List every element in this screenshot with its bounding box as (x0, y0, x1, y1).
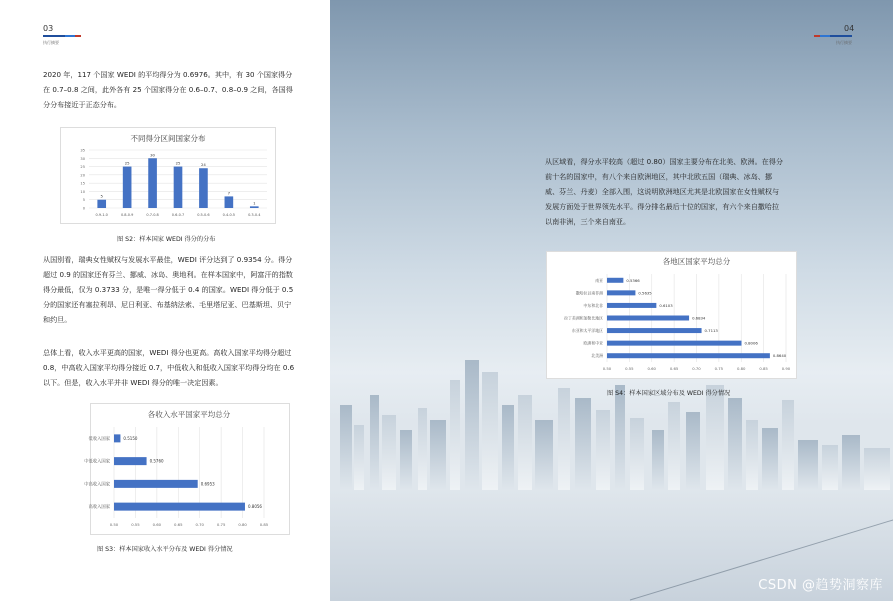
data-label: 1 (253, 200, 256, 206)
category-label: 南亚 (595, 277, 603, 283)
bar (97, 200, 106, 208)
data-label: 24 (201, 162, 206, 168)
data-label: 0.6834 (692, 315, 706, 321)
data-label: 7 (227, 190, 231, 196)
x-tick-label: 0.70 (195, 522, 204, 527)
chart-region (546, 251, 797, 379)
data-label: 0.5760 (149, 458, 164, 464)
bar (607, 353, 770, 358)
income-level-svg (84, 404, 289, 534)
chart-score-distribution (60, 127, 276, 224)
x-tick-label: 0.75 (714, 366, 724, 371)
bar (174, 167, 183, 208)
x-tick-label: 0.5-0.6 (197, 213, 210, 217)
bar (225, 196, 234, 208)
bar (199, 168, 208, 208)
bar (607, 303, 656, 308)
x-tick-label: 0.50 (602, 366, 612, 371)
x-tick-label: 0.80 (238, 522, 247, 527)
category-label: 低收入国家 (88, 436, 110, 442)
paragraph-2: 从国别看，瑞典女性赋权与发展水平最佳，WEDI 评分达到了 0.9354 分。得分超过 0.9 的国家还有芬兰、挪威、冰岛、奥地利。在样本国家中，阿富汗的指数得分最低，仅为 0.3733 分，是唯一得分低于 0.4 的国家。WEDI 得分低于 0.5 分的国家还有塞拉利昂、尼日利亚、布基纳法索、毛里塔尼亚、巴基斯坦、贝宁和约旦。 (43, 255, 294, 324)
x-tick-label: 0.8-0.9 (120, 213, 134, 217)
chart-title: 各地区国家平均总分 (662, 257, 731, 266)
x-tick-label: 0.85 (259, 522, 269, 527)
watermark: CSDN @趋势洞察库 (758, 578, 883, 593)
chart-title: 不同得分区间国家分布 (130, 134, 206, 143)
category-label: 中低收入国家 (84, 459, 110, 465)
x-tick-label: 0.65 (669, 366, 679, 371)
data-label: 0.5150 (123, 435, 138, 441)
chart-income-level (84, 403, 290, 535)
data-label: 0.8006 (744, 340, 758, 346)
paragraph-1: 2020 年，117 个国家 WEDI 的平均得分为 0.6976。其中，有 30 个国家得分在 0.7–0.8 之间，此外各有 25 个国家得分在 0.6–0.7、0.8–0.9 之间，各国得分分布接近于正态分布。 (43, 70, 293, 109)
y-tick-label: 35 (80, 148, 85, 153)
category-label: 东亚和太平洋地区 (571, 328, 603, 334)
category-label: 中东和北非 (583, 302, 603, 308)
bar (123, 167, 132, 208)
category-label: 撒哈拉以南非洲 (575, 290, 603, 296)
x-tick-label: 0.65 (174, 522, 183, 527)
bar (607, 316, 689, 321)
x-tick-label: 0.85 (759, 366, 768, 371)
data-label: 25 (175, 160, 181, 166)
bar (114, 434, 120, 442)
score-distribution-svg (61, 128, 275, 223)
y-tick-label: 0 (82, 206, 85, 211)
y-tick-label: 5 (82, 198, 85, 203)
paragraph-3: 总体上看，收入水平更高的国家，WEDI 得分也更高。高收入国家平均得分超过 0.8，中高收入国家平均得分接近 0.7，中低收入和低收入国家平均得分均在 0.6 以下。但是，收入水平并非 WEDI 得分的唯一决定因素。 (43, 348, 295, 387)
page-stripe-right (814, 35, 852, 37)
bar (250, 206, 259, 208)
y-tick-label: 30 (80, 156, 85, 161)
data-label: 30 (150, 152, 155, 158)
x-tick-label: 0.75 (216, 522, 226, 527)
x-tick-label: 0.9-1.0 (95, 213, 108, 217)
bar (114, 457, 147, 465)
page-number: 03 (43, 24, 54, 33)
y-tick-label: 10 (80, 189, 85, 194)
x-tick-label: 0.55 (131, 522, 140, 527)
data-label: 5 (100, 193, 103, 199)
data-label: 0.8056 (247, 504, 262, 510)
left-page (0, 0, 330, 601)
section-label-right: 执行摘要 (836, 40, 852, 45)
category-label: 北美洲 (591, 353, 603, 359)
y-tick-label: 25 (80, 165, 85, 170)
bar (607, 341, 742, 346)
x-tick-label: 0.3-0.4 (248, 213, 261, 217)
data-label: 0.5635 (638, 290, 652, 296)
x-tick-label: 0.60 (152, 522, 162, 527)
category-label: 高收入国家 (88, 505, 110, 511)
x-tick-label: 0.7-0.8 (146, 213, 159, 217)
x-tick-label: 0.4-0.5 (222, 213, 236, 217)
page-number-right: 04 (844, 24, 855, 33)
bar (607, 290, 635, 295)
page-stripe (43, 35, 81, 37)
bar (607, 328, 702, 333)
x-tick-label: 0.55 (625, 366, 634, 371)
caption-s3: 图 S3：样本国家收入水平分布及 WEDI 得分情况 (97, 546, 233, 553)
category-label: 拉丁美洲和加勒比地区 (564, 315, 603, 321)
data-label: 0.5366 (626, 277, 640, 283)
bar (114, 503, 245, 511)
bar (114, 480, 198, 488)
data-label: 0.7113 (704, 328, 718, 334)
x-tick-label: 0.80 (737, 366, 746, 371)
right-paragraph: 从区域看，得分水平较高（超过 0.80）国家主要分布在北美、欧洲。在得分前十名的国家中，有八个来自欧洲地区，其中北欧五国（瑞典、冰岛、挪威、芬兰、丹麦）全部入围，这说明欧洲地区尤其是北欧国家在女性赋权与发展方面处于世界领先水平。得分排名最后十位的国家，有六个来自撒哈拉以南非洲，三个来自南亚。 (545, 157, 783, 226)
y-tick-label: 15 (80, 181, 85, 186)
right-page (330, 0, 893, 601)
bar (607, 278, 623, 283)
data-label: 0.6953 (200, 481, 215, 487)
x-tick-label: 0.70 (692, 366, 701, 371)
data-label: 25 (124, 160, 130, 166)
x-tick-label: 0.50 (109, 522, 119, 527)
x-tick-label: 0.6-0.7 (171, 213, 185, 217)
x-tick-label: 0.90 (781, 366, 791, 371)
category-label: 欧洲和中亚 (583, 340, 603, 346)
caption-s2: 图 S2：样本国家 WEDI 得分的分布 (117, 236, 216, 243)
bar (148, 158, 157, 208)
chart-title: 各收入水平国家平均总分 (147, 410, 231, 419)
y-tick-label: 20 (80, 173, 85, 178)
data-label: 0.8640 (772, 353, 787, 359)
x-tick-label: 0.60 (647, 366, 656, 371)
section-label: 执行摘要 (43, 40, 59, 45)
data-label: 0.6103 (659, 302, 673, 308)
region-svg (547, 252, 796, 378)
category-label: 中高收入国家 (84, 482, 110, 488)
skyline (330, 360, 893, 495)
caption-s4: 图 S4：样本国家区域分布及 WEDI 得分情况 (607, 390, 731, 397)
